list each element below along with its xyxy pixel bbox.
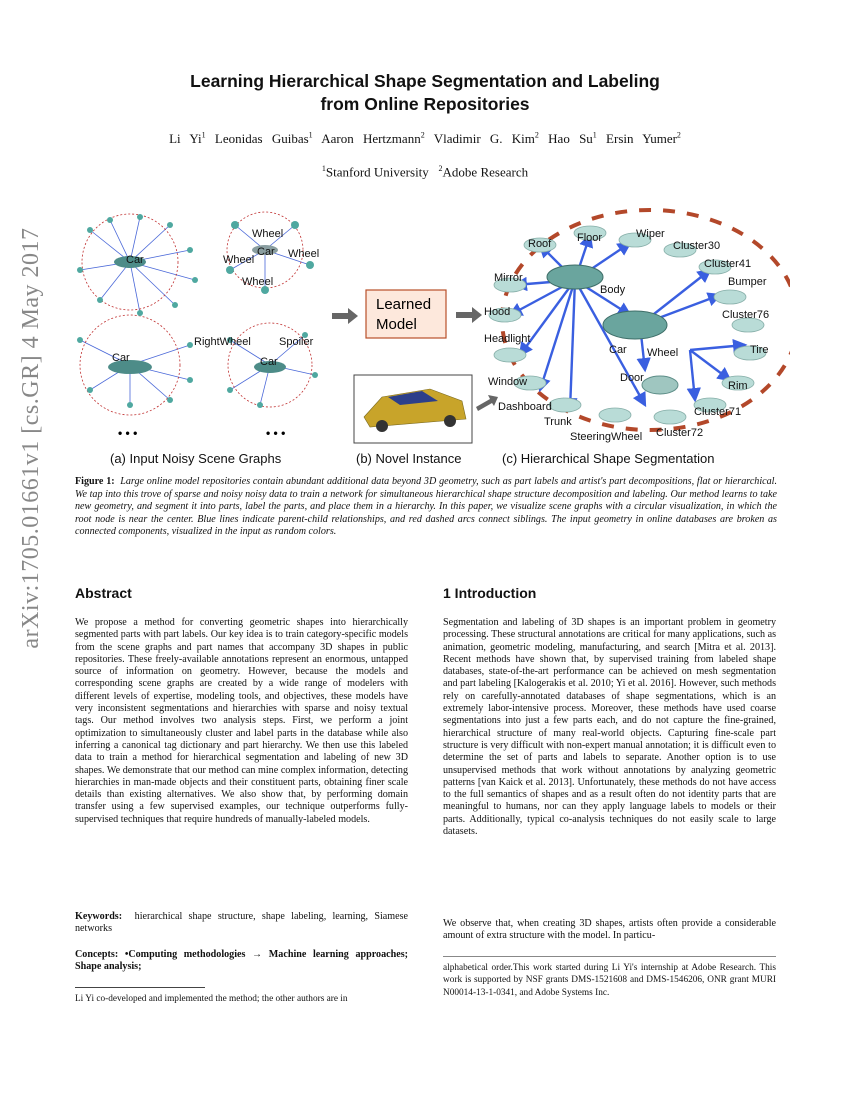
part-label: Cluster30 bbox=[673, 240, 721, 252]
abstract-heading: Abstract bbox=[75, 585, 132, 601]
part-label: Cluster72 bbox=[656, 427, 704, 439]
caption-text: Large online model repositories contain abundant additional data beyond 3D geometry, such as part labels and artist's part decompositions, flat or hierarchical. We tap into this trove of sparse and noisy noisy data to train a network for simultaneous hierarchical shape structure decomposition and labeling. Our method learns to take new geometry, and segment it into parts, label the parts, and place them in a hierarchy. In this paper, we visualize scene graphs with a circular visualization, in which the root node is near the center. Blue lines indicate parent-child relationships, and red dashed arcs connect siblings. The input geometry in online databases are broken as connected components, visualized in the input as random colors. bbox=[75, 476, 777, 538]
footnote-right: alphabetical order.This work started during Li Yi's internship at Adobe Research. This work is supported by NSF grants DMS-1521608 and DMS-1546206, ONR grant MURI N00014-13-1-0341, and Adobe Systems Inc. bbox=[443, 963, 776, 998]
graph-label: Car bbox=[260, 356, 278, 368]
graph-label: RightWheel bbox=[194, 336, 251, 348]
part-label: Mirror bbox=[494, 272, 523, 284]
panel-c-hierarchy bbox=[484, 210, 790, 466]
part-label: Cluster76 bbox=[722, 309, 770, 321]
part-label: Headlight bbox=[484, 333, 531, 345]
ellipsis: • • • bbox=[118, 426, 138, 440]
graph-label: Spoiler bbox=[279, 336, 314, 348]
title-line-2: from Online Repositories bbox=[320, 94, 530, 114]
part-label: Door bbox=[620, 372, 644, 384]
arrow-icon bbox=[456, 307, 482, 323]
panel-b-label: (b) Novel Instance bbox=[356, 451, 462, 466]
arxiv-stamp: arXiv:1705.01661v1 [cs.GR] 4 May 2017 bbox=[18, 227, 44, 649]
graph-label: Wheel bbox=[242, 276, 274, 288]
graph-label: Car bbox=[257, 246, 275, 258]
part-label: Car bbox=[609, 344, 627, 356]
figure-caption bbox=[75, 476, 777, 539]
keywords: Keywords: hierarchical shape structure, shape labeling, learning, Siamese networks bbox=[75, 911, 408, 935]
graph-label: Car bbox=[126, 254, 144, 266]
part-label: Tire bbox=[750, 344, 769, 356]
abstract-text: We propose a method for converting geometric shapes into hierarchically segmented parts with part labels. Our key idea is to train category-specific models from the scene graphs and part names that accompany 3D shapes in public repositories. These freely-available annotations represent an enormous, untapped source of information on geometry. However, because the models and corresponding scene graphs are created by a wide range of modelers with different levels of expertise, modeling tools, and objectives, these models have very inconsistent segmentations and hierarchies with sparse and noisy textual tags. Our method involves two analysis steps. First, we perform a joint optimization to simultaneously cluster and label parts in the database while also inferring a canonical tag dictionary and part hierarchy. We then use this labeled data to train a method for hierarchical segmentation and labeling of new 3D shapes. We demonstrate that our method can mine complex information, detecting hierarchies in man-made objects and their constituent parts, obtaining finer scale details than existing alternatives. We also show that, by performing domain transfer using a few supervised examples, our technique outperforms fully-supervised techniques that require hundreds of manually-labeled models. bbox=[75, 617, 408, 825]
part-label: Body bbox=[600, 284, 626, 296]
panel-c-label: (c) Hierarchical Shape Segmentation bbox=[502, 451, 715, 466]
author: Vladimir G. Kim$^2$ bbox=[433, 131, 539, 147]
panel-a-graphs bbox=[77, 212, 319, 466]
part-label: Roof bbox=[528, 238, 552, 250]
footnote-rule bbox=[75, 987, 205, 988]
author: Aaron Hertzmann$^2$ bbox=[321, 131, 425, 147]
part-label: SteeringWheel bbox=[570, 431, 643, 443]
footnote-rule bbox=[443, 956, 776, 957]
title-line-1: Learning Hierarchical Shape Segmentation and Labeling bbox=[190, 71, 660, 91]
arrow-icon bbox=[332, 308, 358, 324]
graph-label: Wheel bbox=[252, 228, 284, 240]
part-label: Hood bbox=[484, 306, 511, 318]
author: Hao Su$^1$ bbox=[548, 131, 597, 147]
caption-label: Figure 1: bbox=[75, 476, 115, 487]
part-label: Wiper bbox=[636, 228, 665, 240]
intro-para-2: We observe that, when creating 3D shapes, artists often provide a considerable amount of extra structure with the model. In particu- bbox=[443, 918, 776, 942]
part-label: Cluster71 bbox=[694, 406, 742, 418]
panel-b bbox=[332, 290, 498, 466]
part-label: Wheel bbox=[647, 347, 679, 359]
part-label: Trunk bbox=[544, 416, 572, 428]
author-list bbox=[0, 131, 850, 147]
teaser-figure bbox=[70, 205, 790, 475]
part-label: Bumper bbox=[728, 276, 767, 288]
author: Li Yi$^1$ bbox=[169, 131, 206, 147]
arrow-icon bbox=[476, 395, 498, 411]
part-label: Floor bbox=[577, 232, 603, 244]
part-label: Rim bbox=[728, 380, 748, 392]
part-label: Window bbox=[488, 376, 528, 388]
author: Ersin Yumer$^2$ bbox=[606, 131, 681, 147]
learned-model-label: Learned bbox=[376, 296, 432, 313]
author: Leonidas Guibas$^1$ bbox=[214, 131, 313, 147]
footnote-left: Li Yi co-developed and implemented the method; the other authors are in bbox=[75, 994, 348, 1004]
intro-para-1: Segmentation and labeling of 3D shapes is an important problem in geometry processing. These structural annotations are critical for many applications, such as animation, geometric modeling, manufacturing, and search [Mitra et al. 2013]. Recent methods have shown that, by supervised training from labeled shape databases, state-of-the-art performance can be achieved on mesh segmentation and part labeling [Kalogerakis et al. 2010; Yi et al. 2016]. However, such methods rely on carefully-annotated databases of shape segmentations, which is an extremely labor-intensive process. Moreover, these methods have used coarse segmentations into just a few parts each, and do not capture the fine-grained, hierarchical structure of many real-world objects. Capturing fine-scale part structure is very difficult with non-expert manual annotation; it is difficult even to determine the set of parts and labels to separate. Another option is to use unsupervised methods that work without annotations by analyzing geometric patterns [van Kaick et al. 2013]. Unfortunately, these methods do not have access to the full semantics of shapes and as a result often do not identity parts that are meaningful to humans, nor can they apply language labels to models or their parts. Additionally, typical co-analysis techniques do not easily scale to large datasets. bbox=[443, 617, 776, 838]
ellipsis: • • • bbox=[266, 426, 286, 440]
intro-heading: 1 Introduction bbox=[443, 585, 537, 601]
concepts: Concepts: •Computing methodologies → Machine learning approaches; Shape analysis; bbox=[75, 949, 408, 973]
affiliations: $^1$Stanford University $^2$Adobe Research bbox=[321, 164, 529, 180]
paper-title bbox=[0, 70, 850, 116]
learned-model-label: Model bbox=[376, 316, 417, 333]
part-label: Cluster41 bbox=[704, 258, 752, 270]
part-label: Dashboard bbox=[498, 401, 552, 413]
graph-label: Wheel bbox=[223, 254, 255, 266]
graph-label: Car bbox=[112, 352, 130, 364]
panel-a-label: (a) Input Noisy Scene Graphs bbox=[110, 451, 282, 466]
graph-label: Wheel bbox=[288, 248, 320, 260]
